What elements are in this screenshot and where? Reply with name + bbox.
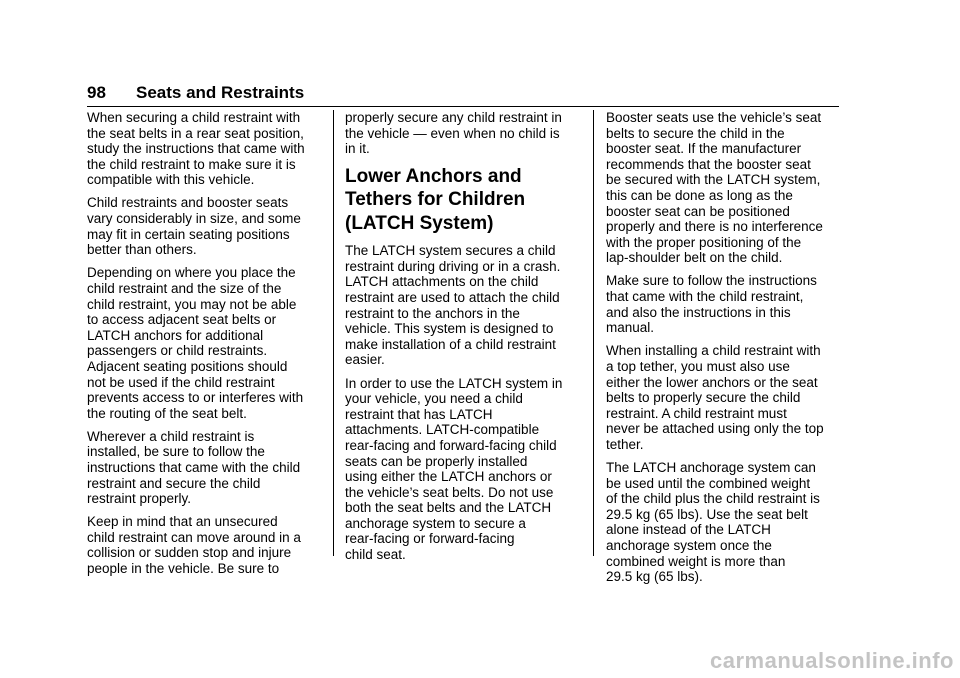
section-title: Seats and Restraints [136, 83, 305, 102]
paragraph: Make sure to follow the instructions that came with the child restraint, and also the instructions in this manual. [606, 273, 817, 336]
paragraph: The LATCH anchorage system can be used until the combined weight of the child plus the child restraint is 29.5 kg (65 lbs). Use the seat belt alone instead of the LATCH anchorage system once the combined weight is more than 29.5 kg (65 lbs). [606, 459, 820, 585]
paragraph: Child restraints and booster seats vary considerably in size, and some may fit in certain seating positions better than others. [87, 195, 301, 258]
paragraph: The LATCH system secures a child restraint during driving or in a crash. LATCH attachments on the child restraint are used to attach the child restraint to the anchors in the vehicle. This system is designed to make installation of a child restraint easier. [345, 243, 561, 368]
paragraph: Keep in mind that an unsecured child restraint can move around in a collision or sudden stop and injure people in the vehicle. Be sure to [87, 514, 301, 577]
paragraph-continued: properly secure any child restraint in the vehicle — even when no child is in it. [345, 110, 562, 157]
paragraph: In order to use the LATCH system in your vehicle, you need a child restraint that has LATCH attachments. LATCH-compatible rear-facing and forward-facing child seats can be properly installed using either the LATCH anchors or the vehicle’s seat belts. Do not use both the seat belts and the LATCH anchorage system to secure a rear-facing or forward-facing child seat. [345, 375, 563, 563]
watermark: carmanualsonline.info [710, 648, 954, 673]
page-number: 98 [87, 83, 106, 102]
text-column-2 [345, 110, 581, 570]
latch-heading: Lower Anchors and Tethers for Children (LATCH System) [345, 165, 526, 234]
paragraph: Wherever a child restraint is installed, be sure to follow the instructions that came with the child restraint and secure the child restraint properly. [87, 428, 301, 507]
paragraph: When securing a child restraint with the seat belts in a rear seat position, study the instructions that came with the child restraint to make sure it is compatible with this vehicle. [87, 110, 305, 188]
text-column-3 [606, 110, 842, 592]
column-divider-1 [333, 110, 334, 556]
paragraph: Booster seats use the vehicle’s seat belts to secure the child in the booster seat. If the manufacturer recommends that the booster seat be secured with the LATCH system, this can be done as long as the booster seat can be positioned properly and there is no interference with the proper positioning of the lap-shoulder belt on the child. [606, 110, 823, 266]
paragraph: Depending on where you place the child restraint and the size of the child restraint, you may not be able to access adjacent seat belts or LATCH anchors for additional passengers or child restraints. Adjacent seating positions should not be used if the child restraint prevents access to or interferes with the routing of the seat belt. [87, 265, 304, 421]
column-divider-2 [593, 110, 594, 556]
text-column-1 [87, 110, 323, 584]
paragraph: When installing a child restraint with a top tether, you must also use either the lower anchors or the seat belts to properly secure the child restraint. A child restraint must never be attached using only the top tether. [606, 343, 824, 452]
page-header [87, 82, 839, 107]
